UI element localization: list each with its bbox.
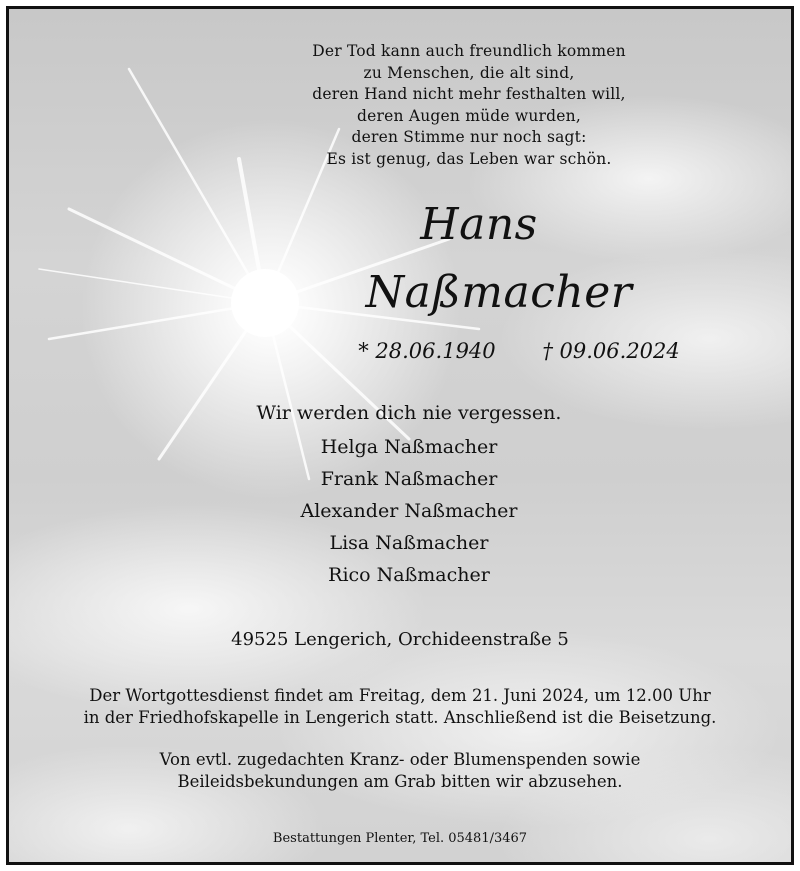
family-block — [159, 397, 659, 591]
family-member: Lisa Naßmacher — [329, 532, 489, 554]
family-address: 49525 Lengerich, Orchideenstraße 5 — [231, 629, 569, 650]
poem-line: deren Stimme nur noch sagt: — [351, 128, 587, 146]
flowers-line: Von evtl. zugedachten Kranz- oder Blumenspenden sowie — [159, 750, 641, 769]
poem-line: zu Menschen, die alt sind, — [363, 63, 575, 82]
flowers-note — [9, 749, 791, 793]
poem-line: Es ist genug, das Leben war schön. — [326, 149, 612, 168]
life-dates — [309, 339, 729, 363]
family-member: Helga Naßmacher — [320, 436, 498, 458]
birth-date: * 28.06.1940 — [358, 339, 496, 363]
death-date: † 09.06.2024 — [542, 339, 680, 363]
service-info — [9, 685, 791, 729]
farewell-line: Wir werden dich nie vergessen. — [256, 402, 562, 424]
family-member: Alexander Naßmacher — [300, 500, 518, 522]
poem-line: deren Augen müde wurden, — [357, 106, 581, 125]
family-member: Frank Naßmacher — [320, 468, 498, 490]
family-member: Rico Naßmacher — [328, 564, 490, 586]
obituary-notice — [6, 6, 794, 865]
service-line: Der Wortgottesdienst findet am Freitag, dem 21. Juni 2024, um 12.00 Uhr — [89, 686, 711, 705]
deceased-last-name: Naßmacher — [365, 267, 633, 318]
flowers-line: Beileidsbekundungen am Grab bitten wir abzusehen. — [177, 772, 623, 791]
poem-line: deren Hand nicht mehr festhalten will, — [312, 85, 626, 103]
poem — [249, 41, 689, 170]
service-line: in der Friedhofskapelle in Lengerich statt. Anschließend ist die Beisetzung. — [83, 708, 717, 727]
poem-line: Der Tod kann auch freundlich kommen — [312, 42, 626, 60]
deceased-first-name: Hans — [420, 199, 538, 250]
undertaker-contact: Bestattungen Plenter, Tel. 05481/3467 — [272, 831, 528, 846]
